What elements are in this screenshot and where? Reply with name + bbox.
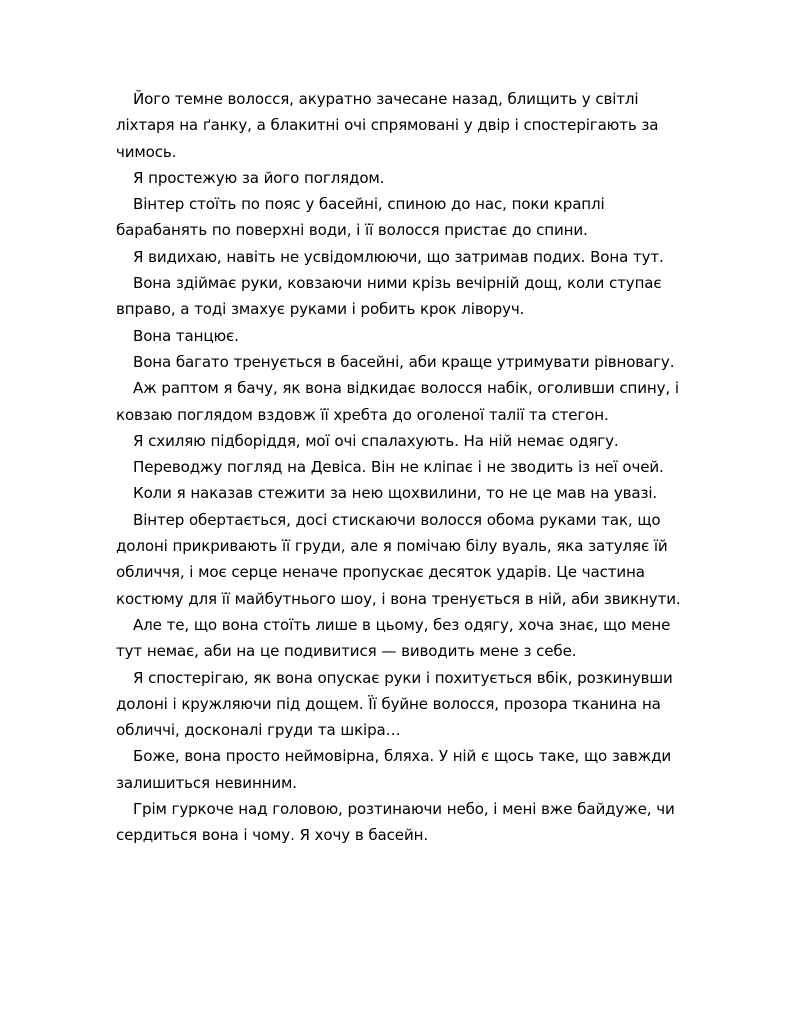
paragraph: Вона здіймає руки, ковзаючи ними крізь вечірній дощ, коли ступає вправо, а тоді змахує руками і робить крок ліворуч. <box>116 274 662 319</box>
paragraph: Я простежую за його поглядом. <box>133 168 385 187</box>
paragraph: Я видихаю, навіть не усвідомлюючи, що затримав подих. Вона тут. <box>133 247 664 266</box>
paragraph: Я спостерігаю, як вона опускає руки і похитується вбік, розкинувши долоні і кружляючи під дощем. Її буйне волосся, прозора тканина на обличчі, досконалі груди та шкіра… <box>116 668 673 740</box>
paragraph: Коли я наказав стежити за нею щохвилини, то не це мав на увазі. <box>133 484 658 503</box>
paragraph: Але те, що вона стоїть лише в цьому, без одягу, хоча знає, що мене тут немає, аби на це подивитися — виводить мене з себе. <box>116 615 671 661</box>
paragraph: Вона танцює. <box>133 326 239 345</box>
paragraph: Вінтер стоїть по пояс у басейні, спиною до нас, поки краплі барабанять по поверхні води, і її волосся пристає до спини. <box>116 195 605 240</box>
paragraph: Аж раптом я бачу, як вона відкидає волосся набік, оголивши спину, і ковзаю поглядом вздовж її хребта до оголеної талії та стегон. <box>116 379 679 424</box>
paragraph: Грім гуркоче над головою, розтинаючи небо, і мені вже байдуже, чи сердиться вона і чому. Я хочу в басейн. <box>116 800 675 845</box>
paragraph: Переводжу погляд на Девіса. Він не кліпає і не зводить із неї очей. <box>133 458 664 477</box>
paragraph: Я схиляю підборіддя, мої очі спалахують. На ній немає одягу. <box>133 431 619 450</box>
paragraph: Його темне волосся, акуратно зачесане назад, блищить у світлі ліхтаря на ґанку, а блакитні очі спрямовані у двір і спостерігають за чимось. <box>116 90 659 161</box>
paragraph: Вона багато тренується в басейні, аби краще утримувати рівновагу. <box>133 352 675 371</box>
body-text-column <box>116 86 690 849</box>
paragraph: Вінтер обертається, досі стискаючи волосся обома руками так, що долоні прикривають її груди, але я помічаю білу вуаль, яка затуляє їй обличчя, і моє серце неначе пропускає десяток ударів. Це частина костюму для її майбутнього шоу, і вона тренується в ній, аби звикнути. <box>116 510 681 608</box>
paragraph: Боже, вона просто неймовірна, бляха. У ній є щось таке, що завжди залишиться невинним. <box>116 747 672 792</box>
